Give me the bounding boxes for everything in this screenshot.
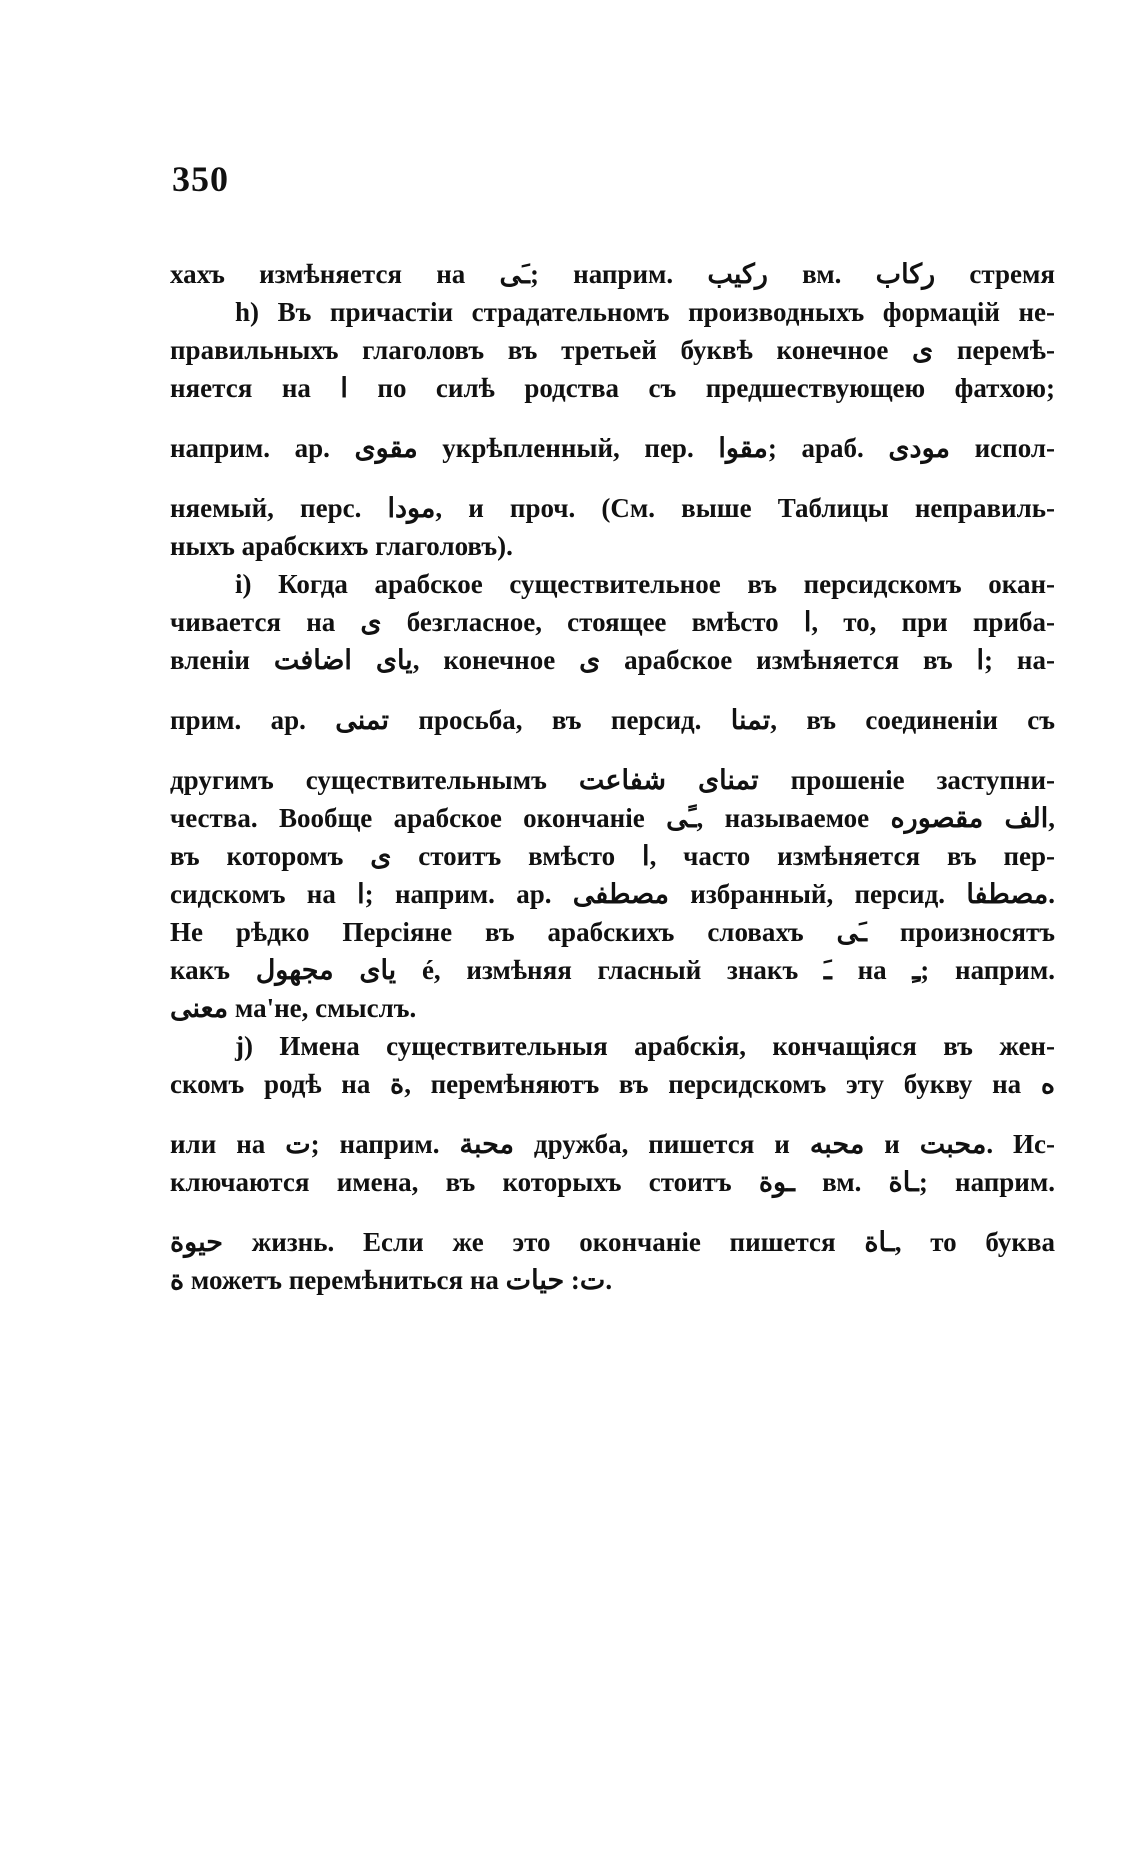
text-line: чества. Вообще арабское окончанiе ـًى, называемое الف مقصوره,	[170, 803, 1055, 833]
text-line: другимъ существительнымъ تمنای شفاعت прошенiе заступни-	[170, 765, 1055, 795]
text-line: h) Въ причастiи страдательномъ производныхъ формацiй не-	[235, 297, 1055, 327]
text-line: حيوة жизнь. Если же это окончанiе пишется ـاة, то буква	[170, 1227, 1055, 1257]
text-line: какъ یای مجهول é, измѣняя гласный знакъ ـَ на ـِ; наприм.	[170, 955, 1055, 985]
text-line: или на ت; наприм. محبة дружба, пишется и محبه и محبت. Ис-	[170, 1129, 1055, 1159]
text-line: вленiи یای اضافت, конечное ى арабское измѣняется въ ا; на-	[170, 645, 1055, 675]
text-line: ключаются имена, въ которыхъ стоитъ ـوة вм. ـاة; наприм.	[170, 1167, 1055, 1197]
page-number: 350	[172, 159, 229, 199]
text-line: хахъ измѣняется на ـَى; наприм. رکیب вм. رکاب стремя	[170, 259, 1055, 289]
text-line: въ которомъ ى стоитъ вмѣсто ا, часто измѣняется въ пер-	[170, 841, 1055, 871]
text-line: Не рѣдко Персiяне въ арабскихъ словахъ ـَى произносятъ	[170, 917, 1055, 947]
text-body	[170, 255, 1055, 1299]
text-line: ة можетъ перемѣниться на ت: حيات.	[170, 1265, 613, 1295]
text-line: j) Имена существительныя арабскiя, кончащiяся въ жен-	[235, 1031, 1055, 1061]
text-line: наприм. ар. مقوى укрѣпленный, пер. مقوا; араб. مودى испол-	[170, 433, 1055, 463]
text-line: сидскомъ на ا; наприм. ар. مصطفى избранный, персид. مصطفا.	[170, 879, 1055, 909]
text-line: ныхъ арабскихъ глаголовъ).	[170, 531, 513, 561]
text-line: i) Когда арабское существительное въ персидскомъ окан-	[235, 569, 1055, 599]
text-line: чивается на ى безгласное, стоящее вмѣсто ا, то, при приба-	[170, 607, 1055, 637]
text-line: правильныхъ глаголовъ въ третьей буквѣ конечное ى перемѣ-	[170, 335, 1055, 365]
text-line: няемый, перс. مودا, и проч. (См. выше Таблицы неправиль-	[170, 493, 1055, 523]
text-line: прим. ар. تمنى просьба, въ персид. تمنا, въ соединенiи съ	[170, 705, 1055, 735]
text-line: скомъ родѣ на ة, перемѣняютъ въ персидскомъ эту букву на ه	[170, 1069, 1055, 1099]
text-line: няется на ا по силѣ родства съ предшествующею фатхою;	[170, 373, 1055, 403]
text-line: معنى ма'не, смыслъ.	[170, 993, 417, 1023]
